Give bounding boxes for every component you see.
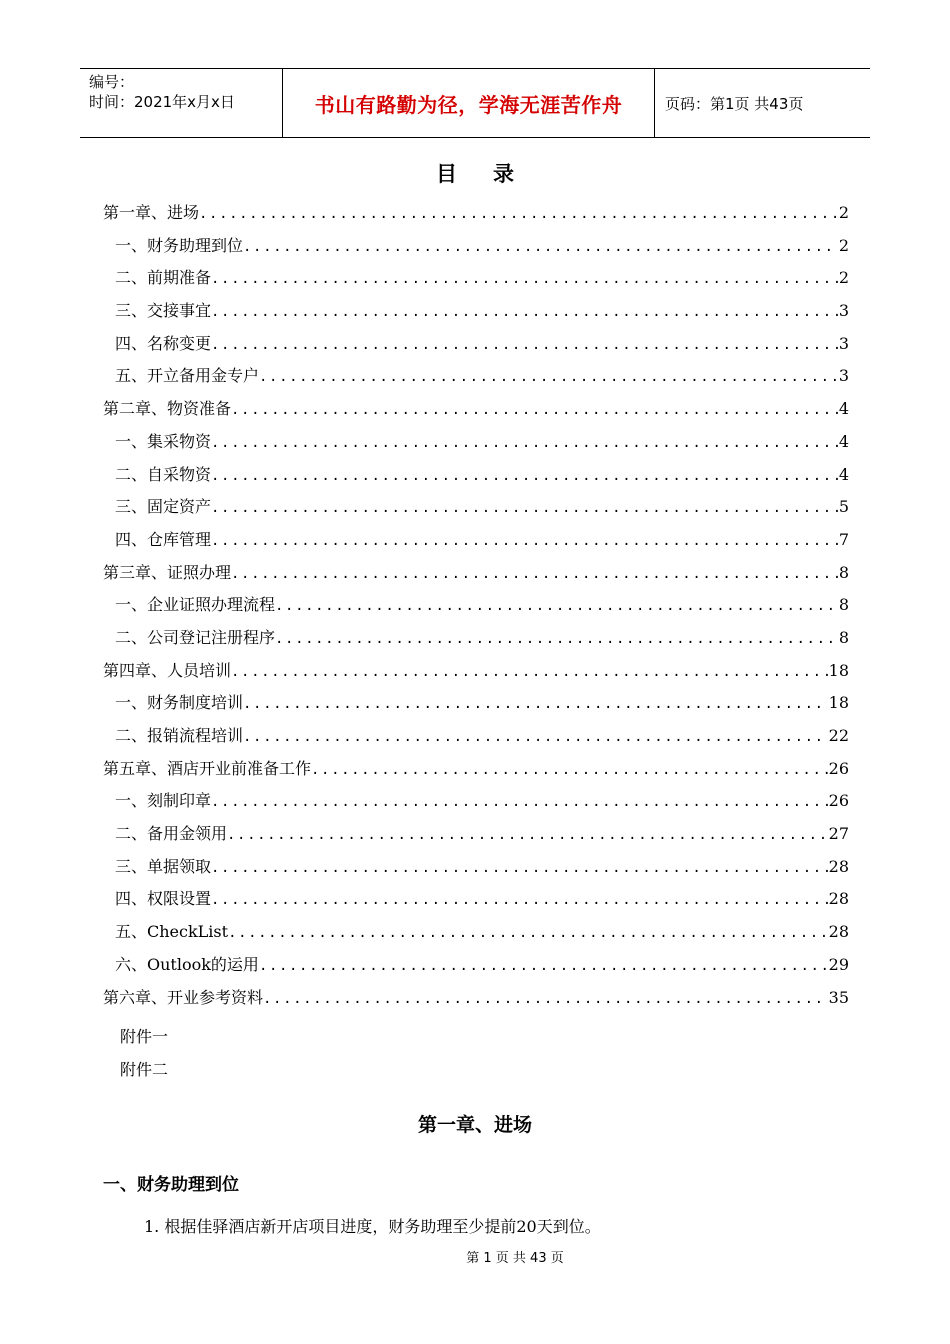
toc-entry[interactable] [103,429,849,462]
header-table [80,68,870,138]
toc-entry-page: 8 [838,595,849,615]
toc-leader-dots [211,337,838,353]
toc-entry-label: 一、刻制印章 [115,791,212,811]
toc-entry-label: 六、Outlook的运用 [115,954,259,974]
toc-entry[interactable] [103,854,849,887]
toc-entry-page: 2 [838,268,849,288]
toc-entry-label: 一、财务助理到位 [115,235,244,255]
toc-entry-label: 三、交接事宜 [115,301,212,321]
toc-entry-page: 18 [828,660,849,680]
toc-entry[interactable] [103,625,849,658]
toc-entry-page: 26 [828,791,849,811]
toc-leader-dots [259,369,838,385]
toc-title [0,158,950,188]
toc-entry-page: 26 [828,758,849,778]
toc-entry[interactable] [103,462,849,495]
toc-leader-dots [211,271,838,287]
toc-leader-dots [211,435,838,451]
toc-entry[interactable] [103,200,849,233]
toc-entry-label: 第三章、证照办理 [103,562,232,582]
toc-entry-page: 4 [838,431,849,451]
toc-leader-dots [211,860,828,876]
toc-entry[interactable] [103,985,849,1018]
chapter-title: 第一章、进场 [417,1114,532,1136]
toc-entry-page: 2 [838,203,849,222]
toc-title-char-2: 录 [493,162,514,186]
toc-leader-dots [311,762,828,778]
toc-entry-page: 3 [838,366,849,386]
toc-entry[interactable] [103,298,849,331]
toc-leader-dots [263,991,828,1007]
header-motto: 书山有路勤为径，学海无涯苦作舟 [282,69,655,137]
attachment-1[interactable]: 附件一 [120,1027,169,1046]
header-page-info: 页码：第1页 共43页 [665,94,804,113]
toc-entry-label: 五、CheckList [115,922,229,942]
toc-leader-dots [231,566,838,582]
toc-entry-label: 一、集采物资 [115,431,212,451]
toc-entry-page: 4 [838,464,849,484]
toc-entry-page: 18 [828,693,849,713]
time-label: 时间：2021年x月x日 [89,93,235,111]
toc-entry-label: 第四章、人员培训 [103,660,232,680]
toc-leader-dots [259,958,828,974]
toc-leader-dots [211,794,828,810]
toc-entry-page: 28 [828,922,849,942]
toc-entry-label: 二、前期准备 [115,268,212,288]
toc-entry[interactable] [103,919,849,952]
toc-entry-label: 第二章、物资准备 [103,399,232,419]
toc-entry-label: 一、企业证照办理流程 [115,595,276,615]
toc-entry-page: 2 [838,235,849,255]
toc-entry[interactable] [103,331,849,364]
page-footer: 第 1 页 共 43 页 [466,1251,564,1266]
toc-entry-page: 3 [838,333,849,353]
toc-leader-dots [243,696,828,712]
toc-entry-label: 一、财务制度培训 [115,693,244,713]
toc-title-char-1: 目 [436,162,457,186]
header-meta [80,69,282,137]
toc-entry-page: 4 [838,399,849,419]
toc-entry-page: 8 [838,562,849,582]
toc-entry-page: 22 [828,726,849,745]
toc-entry-label: 五、开立备用金专户 [115,366,260,386]
toc-entry-label: 二、报销流程培训 [115,726,244,745]
toc-entry[interactable] [103,363,849,396]
toc-leader-dots [228,925,828,941]
toc-leader-dots [243,239,838,255]
toc-entry-page: 27 [828,824,849,844]
toc-leader-dots [227,827,828,843]
toc-entry[interactable] [103,233,849,266]
attachment-2[interactable]: 附件二 [120,1060,169,1079]
toc-entry-page: 29 [828,954,849,974]
toc-entry[interactable] [103,658,849,691]
section-title: 一、财务助理到位 [103,1175,239,1195]
toc-entry-label: 三、单据领取 [115,856,212,876]
toc-entry-page: 28 [828,856,849,876]
toc-entry-label: 四、权限设置 [115,889,212,909]
toc-entry[interactable] [103,396,849,429]
toc-entry[interactable] [103,756,849,789]
toc-entry-page: 3 [838,301,849,321]
toc-entry[interactable] [103,592,849,625]
toc-entry-page: 7 [838,529,849,549]
toc-entry[interactable] [103,821,849,854]
toc-entry[interactable] [103,560,849,593]
toc-leader-dots [211,533,838,549]
toc-entry[interactable] [103,723,849,756]
toc-leader-dots [275,631,838,647]
number-label: 编号： [89,73,135,91]
toc-entry[interactable] [103,788,849,821]
toc-entry-label: 二、自采物资 [115,464,212,484]
toc-entry-page: 35 [828,987,849,1007]
toc-entry-label: 第一章、进场 [103,203,200,222]
toc-leader-dots [275,598,838,614]
toc-entry-label: 四、名称变更 [115,333,212,353]
toc-entry[interactable] [103,265,849,298]
toc-leader-dots [243,729,828,745]
toc-leader-dots [231,664,828,680]
toc-entry-label: 第六章、开业参考资料 [103,987,264,1007]
toc-leader-dots [211,892,828,908]
toc-entry-label: 二、公司登记注册程序 [115,627,276,647]
toc-leader-dots [211,468,838,484]
toc-entry-label: 第五章、酒店开业前准备工作 [103,758,312,778]
toc-leader-dots [199,206,838,222]
body-paragraph: 1. 根据佳驿酒店新开店项目进度，财务助理至少提前20天到位。 [144,1217,601,1236]
toc-entry[interactable] [103,952,849,985]
toc-entry[interactable] [103,494,849,527]
toc-entry[interactable] [103,690,849,723]
toc-entry-label: 三、固定资产 [115,497,212,517]
toc-entry[interactable] [103,527,849,560]
toc-leader-dots [211,500,838,516]
toc-leader-dots [231,402,838,418]
toc-entry-label: 二、备用金领用 [115,824,228,844]
toc-entry-page: 5 [838,497,849,517]
table-of-contents [103,200,849,1017]
toc-entry[interactable] [103,886,849,919]
toc-leader-dots [211,304,838,320]
toc-entry-page: 28 [828,889,849,909]
toc-entry-page: 8 [838,627,849,647]
toc-entry-label: 四、仓库管理 [115,529,212,549]
